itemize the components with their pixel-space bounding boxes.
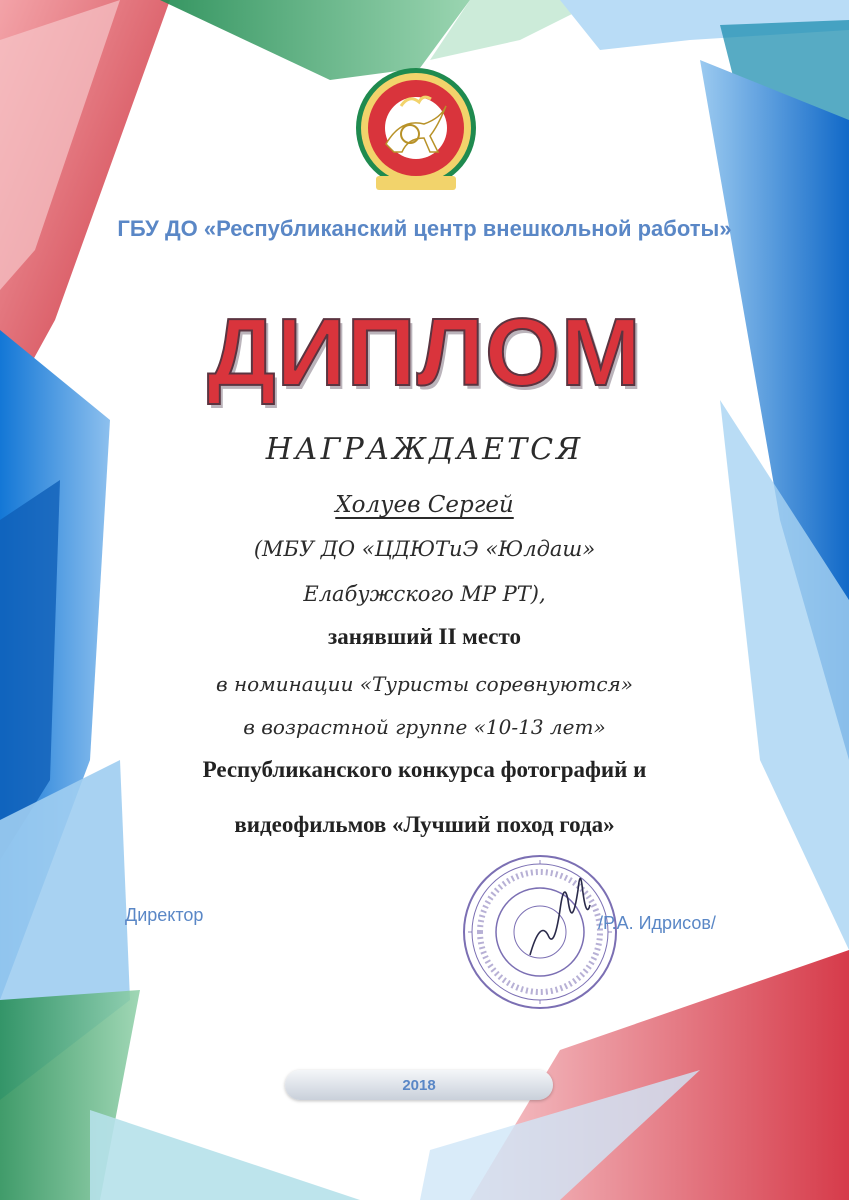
nomination-line: в номинации «Туристы соревнуются» [215,672,634,696]
place-line: занявший II место [327,624,522,649]
contest-line-1: Республиканского конкурса фотографий и [202,757,647,782]
contest-line-2: видеофильмов «Лучший поход года» [234,812,615,837]
recipient-organization-line2: Елабужского МР РТ), [303,582,546,606]
frame-teal-bottom-left [90,1110,360,1200]
recipient-organization-line1: (МБУ ДО «ЦДЮТиЭ «Юлдаш» [253,537,596,561]
handwritten-signature-icon [520,860,610,970]
organization-name: ГБУ ДО «Республиканский центр внешкольной работы» [117,216,732,241]
tatarstan-emblem-icon [346,66,486,196]
year-label: 2018 [402,1077,436,1094]
diploma-title: ДИПЛОМ [207,299,642,406]
director-name: /Р.А. Идрисов/ [598,913,716,933]
recipient-name: Холуев Сергей [335,492,514,518]
age-group-line: в возрастной группе «10-13 лет» [243,715,606,739]
year-bar [285,1070,553,1100]
director-label: Директор [125,905,204,925]
awarded-label: НАГРАЖДАЕТСЯ [265,432,584,467]
